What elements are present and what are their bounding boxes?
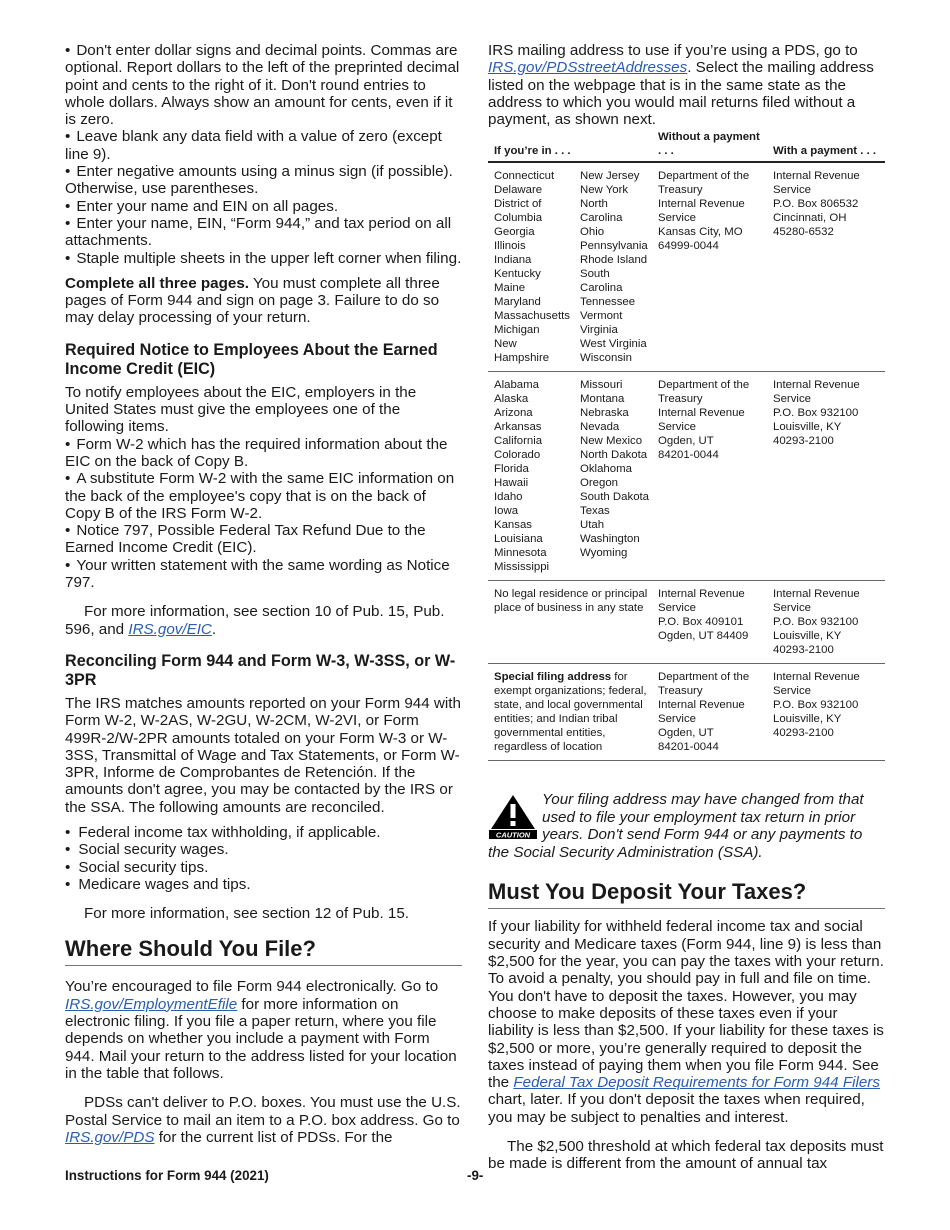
list-item: • Enter your name and EIN on all pages. xyxy=(65,198,462,215)
list-item: • Form W-2 which has the required information about the EIC on the back of Copy B. xyxy=(65,436,462,471)
table-header-row xyxy=(488,130,885,162)
page-number: -9- xyxy=(467,1168,484,1183)
state: Delaware xyxy=(494,184,543,197)
filing-address-table xyxy=(488,130,885,761)
address-line: Louisville, KY xyxy=(773,713,842,726)
address-line: Department of the Treasury xyxy=(658,379,750,406)
address-without-payment xyxy=(652,664,767,761)
state: Kentucky xyxy=(494,268,541,281)
state: Alabama xyxy=(494,379,539,392)
reconciling-more-info: For more information, see section 12 of Pub. 15. xyxy=(84,905,410,923)
state: Montana xyxy=(580,393,625,406)
state: Connecticut xyxy=(494,170,555,183)
complete-pages-text: You must complete all three pages of Form 944 and sign on page 3. Failure to do so may delay processing of your return. xyxy=(65,274,440,327)
address-line: 40293-2100 xyxy=(773,727,834,740)
address-line: Ogden, UT 84409 xyxy=(658,630,749,643)
list-item: • Social security tips. xyxy=(65,859,462,876)
address-line: 40293-2100 xyxy=(773,644,834,657)
address-line: Internal Revenue Service xyxy=(773,379,860,406)
state: Florida xyxy=(494,463,529,476)
eic-more-text: For more information, see section 10 of Pub. 15, Pub. 596, and xyxy=(65,603,445,638)
address-line: Internal Revenue Service xyxy=(773,588,860,615)
deposit-requirements-link[interactable]: Federal Tax Deposit Requirements for Form 944 Filers xyxy=(513,1074,880,1092)
employment-efile-link[interactable]: IRS.gov/EmploymentEfile xyxy=(65,995,238,1013)
list-item: • Enter negative amounts using a minus sign (if possible). Otherwise, use parentheses. xyxy=(65,163,462,198)
header-with-payment: With a payment . . . xyxy=(767,130,885,162)
state: North Carolina xyxy=(580,198,623,225)
list-item: • Social security wages. xyxy=(65,841,462,858)
reconciling-heading: Reconciling Form 944 and Form W-3, W-3SS, or W-3PR xyxy=(65,651,456,689)
state: Louisiana xyxy=(494,533,543,546)
state: Tennessee xyxy=(580,296,636,309)
caution-label: CAUTION xyxy=(495,830,531,840)
list-item: • Federal income tax withholding, if applicable. xyxy=(65,824,462,841)
list-item: • Notice 797, Possible Federal Tax Refund Due to the Earned Income Credit (EIC). xyxy=(65,522,462,557)
state: Washington xyxy=(580,533,640,546)
state: Rhode Island xyxy=(580,254,648,267)
where-to-file-heading: Where Should You File? xyxy=(65,936,462,966)
state: Arkansas xyxy=(494,421,542,434)
complete-pages-lead: Complete all three pages. xyxy=(65,274,249,292)
address-line: Internal Revenue Service xyxy=(658,699,745,726)
special-filing-lead: Special filing address xyxy=(494,671,612,684)
state: Utah xyxy=(580,519,605,532)
list-item: • Medicare wages and tips. xyxy=(65,876,462,893)
state: New York xyxy=(580,184,629,197)
address-line: Cincinnati, OH xyxy=(773,212,847,225)
irs-eic-link[interactable]: IRS.gov/EIC xyxy=(128,620,212,638)
state: Ohio xyxy=(580,226,605,239)
pds-address-text-1: IRS mailing address to use if you’re using a PDS, go to xyxy=(488,42,858,59)
state: North Dakota xyxy=(580,449,648,462)
pds-street-addresses-link[interactable]: IRS.gov/PDSstreetAddresses xyxy=(488,59,688,77)
right-column xyxy=(488,42,885,1173)
address-without-payment xyxy=(652,372,767,581)
state: Hawaii xyxy=(494,477,529,490)
state: Missouri xyxy=(580,379,623,392)
pds-paragraph xyxy=(65,1094,462,1146)
deposit-text-2: chart, later. If you don't deposit the taxes when required, you may be subject to penalties and interest. xyxy=(488,1091,865,1126)
table-row xyxy=(488,372,885,581)
irs-pds-link[interactable]: IRS.gov/PDS xyxy=(65,1128,155,1146)
address-line: 40293-2100 xyxy=(773,435,834,448)
state: New Hampshire xyxy=(494,338,550,365)
states-col-a xyxy=(488,162,574,372)
state: Virginia xyxy=(580,324,618,337)
state: Minnesota xyxy=(494,547,547,560)
address-line: Department of the Treasury xyxy=(658,170,750,197)
address-line: Department of the Treasury xyxy=(658,671,750,698)
state: Vermont xyxy=(580,310,623,323)
state: Massachusetts xyxy=(494,310,570,323)
state: New Jersey xyxy=(580,170,640,183)
address-line: 64999-0044 xyxy=(658,240,719,253)
footer-title: Instructions for Form 944 (2021) xyxy=(65,1168,269,1183)
state: Iowa xyxy=(494,505,519,518)
state: West Virginia xyxy=(580,338,647,351)
address-line: P.O. Box 932100 xyxy=(773,699,859,712)
address-line: Ogden, UT xyxy=(658,727,714,740)
state: Idaho xyxy=(494,491,523,504)
state: Wisconsin xyxy=(580,352,632,365)
address-line: Kansas City, MO xyxy=(658,226,743,239)
left-column xyxy=(65,42,462,1146)
states-col-b xyxy=(574,162,652,372)
list-item: • Don't enter dollar signs and decimal points. Commas are optional. Report dollars to the left of the preprinted decimal point and cents to the right of it. Don't round entries to whole dollars. Always show an amount for cents, even if it is zero. xyxy=(65,42,462,128)
deposit-paragraph xyxy=(488,918,885,1126)
list-item: • Enter your name, EIN, “Form 944,” and tax period on all attachments. xyxy=(65,215,462,250)
state: South Dakota xyxy=(580,491,650,504)
address-without-payment xyxy=(652,581,767,664)
efile-text-2: for more information on electronic filing. If you file a paper return, where you file depends on whether you include a payment with Form 944. Mail your return to the address listed for your location in the table that follows. xyxy=(65,995,457,1082)
eic-more-end: . xyxy=(211,620,217,638)
caution-icon xyxy=(488,793,538,839)
address-line: Internal Revenue Service xyxy=(658,588,745,615)
address-line: 84201-0044 xyxy=(658,449,719,462)
efile-paragraph xyxy=(65,978,462,1082)
state: Arizona xyxy=(494,407,533,420)
address-line: Internal Revenue Service xyxy=(658,407,745,434)
state: Illinois xyxy=(494,240,526,253)
reconciling-text: The IRS matches amounts reported on your Form 944 with Form W-2, W-2AS, W-2GU, W-2CM, W-2VI, or Form 499R-2/W-2PR amounts totaled on your Form W-3 or W-3SS, Transmittal of Wage and Tax Statements, or Form W-3PR, Informe de Comprobantes de Retención. If the amounts don't agree, you may be contacted by the IRS or the SSA. The following amounts are reconciled. xyxy=(65,694,461,816)
state: Nebraska xyxy=(580,407,629,420)
list-item: • Staple multiple sheets in the upper left corner when filing. xyxy=(65,250,462,267)
state: Texas xyxy=(580,505,610,518)
deposit-heading: Must You Deposit Your Taxes? xyxy=(488,879,885,909)
state: Colorado xyxy=(494,449,541,462)
address-line: P.O. Box 932100 xyxy=(773,407,859,420)
table-row xyxy=(488,581,885,664)
threshold-paragraph: The $2,500 threshold at which federal tax deposits must be made is different from the amount of annual tax xyxy=(488,1138,884,1173)
reconciled-amounts-list xyxy=(65,824,462,893)
state: Kansas xyxy=(494,519,532,532)
state: Georgia xyxy=(494,226,535,239)
address-line: 45280-6532 xyxy=(773,226,834,239)
pds-text-1: PDSs can't deliver to P.O. boxes. You must use the U.S. Postal Service to mail an item to a P.O. box address. Go to xyxy=(65,1094,461,1129)
complete-pages-paragraph xyxy=(65,275,462,327)
address-line: Internal Revenue Service xyxy=(658,198,745,225)
address-with-payment xyxy=(767,162,885,372)
address-line: P.O. Box 932100 xyxy=(773,616,859,629)
state: Wyoming xyxy=(580,547,628,560)
state: Mississippi xyxy=(494,561,550,574)
state: Nevada xyxy=(580,421,620,434)
state: California xyxy=(494,435,543,448)
special-filing-label xyxy=(488,664,652,761)
address-line: Ogden, UT xyxy=(658,435,714,448)
efile-text-1: You’re encouraged to file Form 944 electronically. Go to xyxy=(65,978,439,996)
state: Pennsylvania xyxy=(580,240,648,253)
table-row xyxy=(488,162,885,372)
caution-note xyxy=(488,791,885,861)
states-col-b xyxy=(574,372,652,581)
address-line: Louisville, KY xyxy=(773,421,842,434)
pds-address-text-2: . Select the mailing address listed on the webpage that is in the same state as the address to which you would mail returns filed without a payment, as shown next. xyxy=(488,59,874,129)
state: District of Columbia xyxy=(494,198,543,225)
pds-text-2: for the current list of PDSs. For the xyxy=(154,1128,393,1146)
address-line: Internal Revenue Service xyxy=(773,170,860,197)
list-item: • A substitute Form W-2 with the same EIC information on the back of the employee's copy that is on the back of Copy B of the IRS Form W-2. xyxy=(65,470,462,522)
caution-text: Your filing address may have changed from that used to file your employment tax return in prior years. Don't send Form 944 or any payments to the Social Security Administration (SSA). xyxy=(488,791,864,861)
list-item: • Your written statement with the same wording as Notice 797. xyxy=(65,557,462,592)
state: Indiana xyxy=(494,254,532,267)
address-with-payment xyxy=(767,372,885,581)
state: Oregon xyxy=(580,477,618,490)
list-item: • Leave blank any data field with a value of zero (except line 9). xyxy=(65,128,462,163)
address-without-payment xyxy=(652,162,767,372)
pds-address-paragraph xyxy=(488,42,885,128)
address-with-payment xyxy=(767,664,885,761)
state: Maryland xyxy=(494,296,541,309)
address-line: Louisville, KY xyxy=(773,630,842,643)
address-with-payment xyxy=(767,581,885,664)
header-location: If you’re in . . . xyxy=(488,130,652,162)
state: Michigan xyxy=(494,324,540,337)
formatting-bullets xyxy=(65,42,462,267)
state: South Carolina xyxy=(580,268,623,295)
special-filing-text: for exempt organizations; federal, state, and local governmental entities; and Indian tribal governmental entities, regardless of location xyxy=(494,671,647,754)
address-line: P.O. Box 806532 xyxy=(773,198,859,211)
address-line: 84201-0044 xyxy=(658,741,719,754)
deposit-text-1: If your liability for withheld federal income tax and social security and Medicare taxes (Form 944, line 9) is less than $2,500 for the year, you can pay the taxes with your return. To avoid a penalty, you should pay in full and file on time. You don't have to deposit the taxes. However, you may choose to make deposits of these taxes even if your liability is less than $2,500. If your liability for these taxes is $2,500 or more, you’re generally required to deposit the taxes instead of paying them when you file Form 944. See the xyxy=(488,918,884,1092)
address-line: P.O. Box 409101 xyxy=(658,616,744,629)
page-footer xyxy=(65,1168,885,1183)
eic-heading: Required Notice to Employees About the Earned Income Credit (EIC) xyxy=(65,340,438,378)
eic-intro: To notify employees about the EIC, employers in the United States must give the employees one of the following items. xyxy=(65,383,417,436)
state: New Mexico xyxy=(580,435,643,448)
state: Alaska xyxy=(494,393,529,406)
address-line: Internal Revenue Service xyxy=(773,671,860,698)
state: Oklahoma xyxy=(580,463,632,476)
header-without-payment: Without a payment . . . xyxy=(652,130,767,162)
eic-more-info xyxy=(65,603,462,638)
state: Maine xyxy=(494,282,526,295)
no-residence-label: No legal residence or principal place of business in any state xyxy=(488,581,652,664)
table-row xyxy=(488,664,885,761)
states-col-a xyxy=(488,372,574,581)
